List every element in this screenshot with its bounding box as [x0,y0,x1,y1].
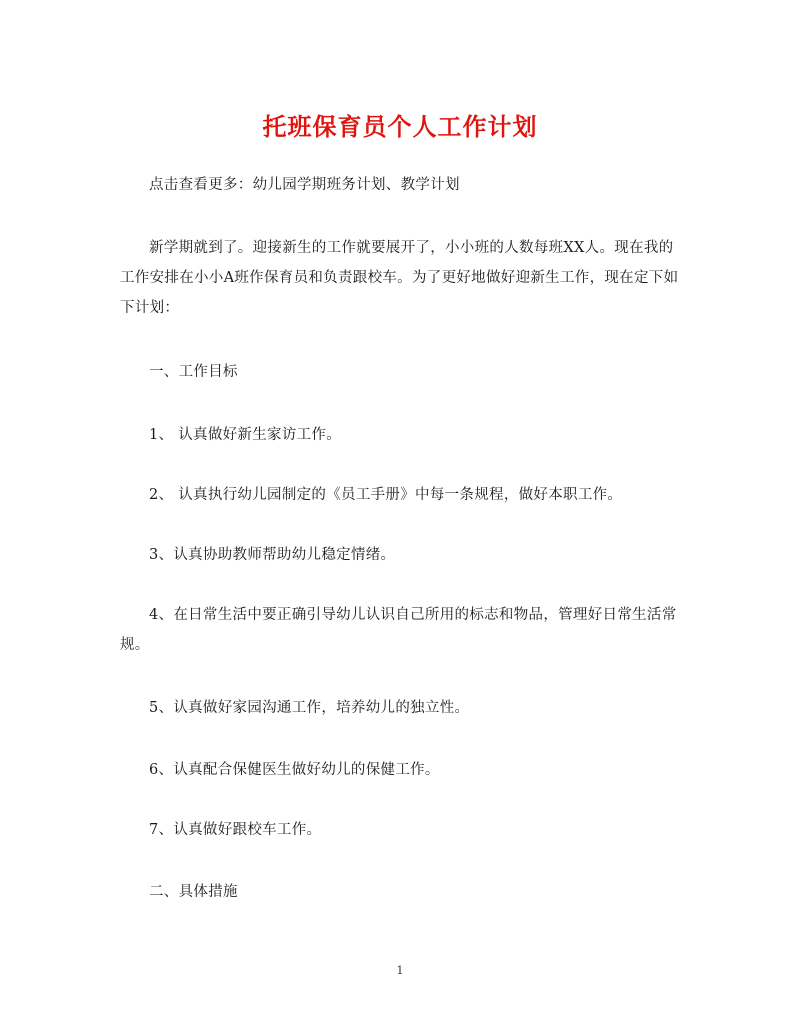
goal-item-4: 4、在日常生活中要正确引导幼儿认识自己所用的标志和物品，管理好日常生活常规。 [120,607,677,653]
goal-item-6: 6、认真配合保健医生做好幼儿的保健工作。 [149,762,440,778]
more-link-paragraph: 点击查看更多：幼儿园学期班务计划、教学计划 [149,177,460,193]
page-number: 1 [396,964,404,977]
section-heading-goals: 一、工作目标 [149,364,238,380]
goal-item-5: 5、认真做好家园沟通工作，培养幼儿的独立性。 [149,700,470,716]
goal-item-2: 2、 认真执行幼儿园制定的《员工手册》中每一条规程，做好本职工作。 [149,487,623,503]
document-title: 托班保育员个人工作计划 [262,112,538,141]
goal-item-1: 1、 认真做好新生家访工作。 [149,427,342,443]
goal-item-7: 7、认真做好跟校车工作。 [149,822,322,838]
section-heading-measures: 二、具体措施 [149,884,238,900]
intro-paragraph: 新学期就到了。迎接新生的工作就要展开了，小小班的人数每班XX人。现在我的工作安排在小小A班作保育员和负责跟校车。为了更好地做好迎新生工作，现在定下如下计划： [120,240,679,316]
goal-item-3: 3、认真协助教师帮助幼儿稳定情绪。 [149,547,396,563]
